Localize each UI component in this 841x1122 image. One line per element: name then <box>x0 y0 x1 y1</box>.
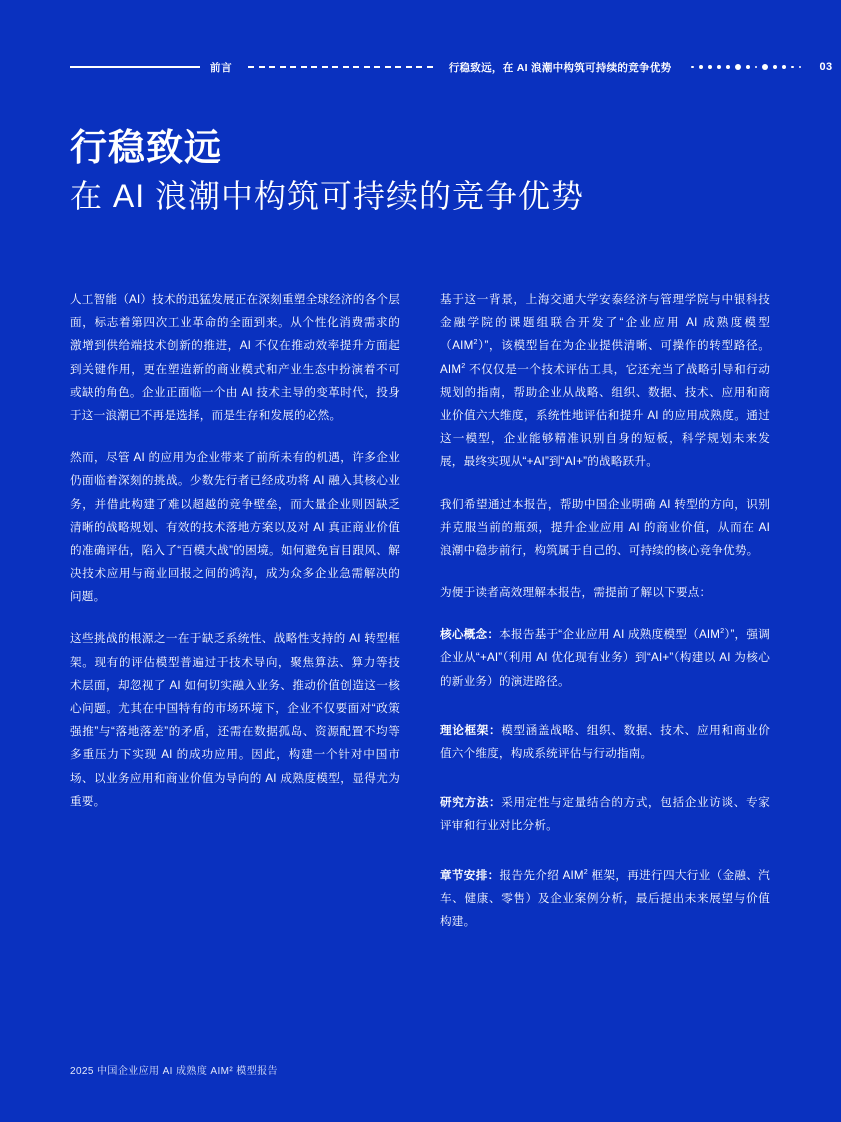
key-point <box>440 623 770 693</box>
body-paragraph: 这些挑战的根源之一在于缺乏系统性、战略性支持的 AI 转型框架。现有的评估模型普遍过于技术导向，聚焦算法、算力等技术层面，却忽视了 AI 如何切实融入业务、推动价值创造这一核心问题。尤其在中国特有的市场环境下，企业不仅要面对“政策强推”与“落地落差”的矛盾，还需在数据孤岛、资源配置不均等多重压力下实现 AI 的成功应用。因此，构建一个针对中国市场、以业务应用和商业价值为导向的 AI 成熟度模型，显得尤为重要。 <box>70 632 400 808</box>
header-dash <box>332 66 338 68</box>
header-dot <box>782 65 786 69</box>
key-point <box>440 719 770 765</box>
header-dash <box>301 66 307 68</box>
header-dot <box>726 65 730 69</box>
header-dot <box>773 65 777 69</box>
body-paragraph: 为便于读者高效理解本报告，需提前了解以下要点： <box>440 586 712 600</box>
key-point-label: 研究方法： <box>440 796 502 810</box>
key-point-text: 报告先介绍 AIM$^2$ 框架，再进行四大行业（金融、汽车、健康、零售）及企业案例分析，最后提出未来展望与价值构建。 <box>440 866 770 928</box>
right-column <box>440 288 770 959</box>
page-title-line-1: 行稳致远 <box>70 127 222 168</box>
header-dash <box>364 66 370 68</box>
header-dot <box>717 65 721 69</box>
key-point-text: 采用定性与定量结合的方式，包括企业访谈、专家评审和行业对比分析。 <box>440 796 770 833</box>
header-dash <box>395 66 401 68</box>
header-dash <box>427 66 433 68</box>
header-dash <box>416 66 422 68</box>
header-dot <box>691 66 694 69</box>
header-dash <box>322 66 328 68</box>
key-point-text: 本报告基于“企业应用 AI 成熟度模型（AIM$^2$）”，强调企业从“+AI”（利用 AI 优化现有业务）到“AI+”（构建以 AI 为核心的新业务）的演进路径。 <box>440 626 770 688</box>
header-dashed-rule <box>248 66 433 68</box>
left-column <box>70 288 400 959</box>
key-point-label: 核心概念： <box>440 628 500 642</box>
page-title-line-2: 在 AI 浪潮中构筑可持续的竞争优势 <box>70 178 585 215</box>
key-point <box>440 791 770 837</box>
header-dash <box>280 66 286 68</box>
header-dot-ornament <box>691 64 801 70</box>
page-number: 03 <box>819 61 833 73</box>
header-dot <box>755 66 758 69</box>
header-dash <box>290 66 296 68</box>
body-paragraph: 我们希望通过本报告，帮助中国企业明确 AI 转型的方向，识别并克服当前的瓶颈，提升企业应用 AI 的商业价值，从而在 AI 浪潮中稳步前行，构筑属于自己的、可持续的核心竞争优势。 <box>440 497 770 557</box>
header-dot <box>762 64 768 70</box>
key-point-label: 理论框架： <box>440 723 502 737</box>
header-dash <box>353 66 359 68</box>
header-dot <box>746 65 750 69</box>
header-dash <box>374 66 380 68</box>
page-title <box>70 124 771 218</box>
footer-note: 2025 中国企业应用 AI 成熟度 AIM² 模型报告 <box>70 1066 278 1077</box>
header-dash <box>385 66 391 68</box>
running-header <box>70 56 833 78</box>
body-paragraph: 基于这一背景，上海交通大学安泰经济与管理学院与中银科技金融学院的课题组联合开发了“企业应用 AI 成熟度模型（AIM$^2$）”，该模型旨在为企业提供清晰、可操作的转型路径。AIM$^2$ 不仅仅是一个技术评估工具，它还充当了战略引导和行动规划的指南，帮助企业从战略、组织、数据、技术、应用和商业价值六大维度，系统性地评估和提升 AI 的应用成熟度。通过这一模型，企业能够精准识别自身的短板，科学规划未来发展，最终实现从“+AI”到“AI+”的战略跃升。 <box>440 293 770 469</box>
header-chapter-title: 行稳致远，在 AI 浪潮中构筑可持续的竞争优势 <box>448 61 672 74</box>
body-paragraph: 人工智能（AI）技术的迅猛发展正在深刻重塑全球经济的各个层面，标志着第四次工业革命的全面到来。从个性化消费需求的激增到供给端技术创新的推进，AI 不仅在推动效率提升方面起到关键作用，更在塑造新的商业模式和产业生态中扮演着不可或缺的角色。企业正面临一个由 AI 技术主导的变革时代，投身于这一浪潮已不再是选择，而是生存和发展的必然。 <box>70 293 400 422</box>
header-kicker: 前言 <box>210 61 233 74</box>
header-dash <box>259 66 265 68</box>
header-dot <box>799 66 802 69</box>
key-point-text: 模型涵盖战略、组织、数据、技术、应用和商业价值六个维度，构成系统评估与行动指南。 <box>440 723 770 760</box>
body-columns <box>70 288 771 959</box>
header-dash <box>406 66 412 68</box>
header-dot <box>735 64 741 70</box>
header-dash <box>248 66 254 68</box>
header-rule <box>70 66 200 68</box>
header-dash <box>269 66 275 68</box>
header-dash <box>343 66 349 68</box>
header-dash <box>311 66 317 68</box>
header-dot <box>791 66 794 69</box>
key-point <box>440 864 770 934</box>
header-dot <box>699 65 703 69</box>
body-paragraph: 然而，尽管 AI 的应用为企业带来了前所未有的机遇，许多企业仍面临着深刻的挑战。少数先行者已经成功将 AI 融入其核心业务，并借此构建了难以超越的竞争壁垒，而大量企业则因缺乏清晰的战略规划、有效的技术落地方案以及对 AI 真正商业价值的准确评估，陷入了“百模大战”的困境。如何避免盲目跟风、解决技术应用与商业回报之间的鸿沟，成为众多企业急需解决的问题。 <box>70 451 400 604</box>
key-point-label: 章节安排： <box>440 868 500 882</box>
header-dot <box>708 65 712 69</box>
